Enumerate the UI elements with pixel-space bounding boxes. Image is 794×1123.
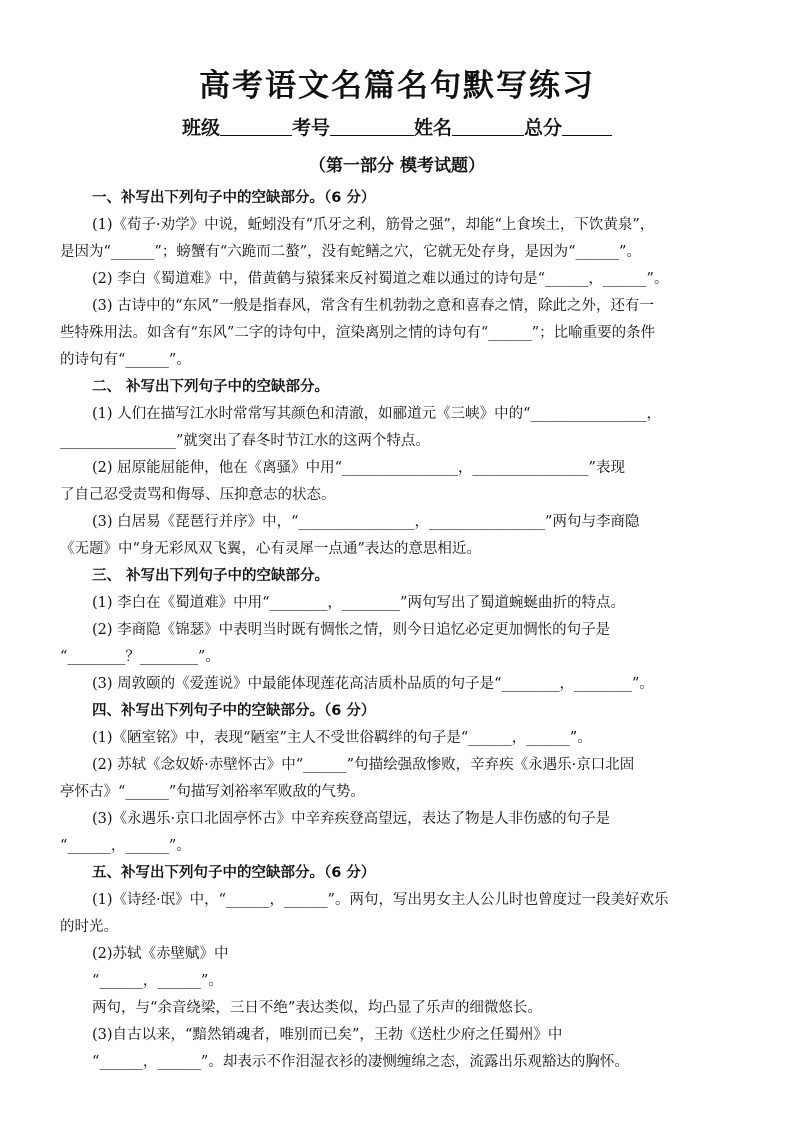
part-title: （第一部分 模考试题） [309, 156, 485, 176]
question-line: (1) 李白在《蜀道难》中用“________，________”两句写出了蜀道蜿蜒曲折的特点。 [92, 595, 625, 611]
question-line: (2) 李商隐《锦瑟》中表明当时既有惆怅之情，则今日追忆必定更加惆怅的句子是 [92, 622, 611, 638]
class-blank [220, 115, 292, 136]
question-line: (1)《荀子·劝学》中说，蚯蚓没有“爪牙之利，筋骨之强”，却能“上食埃土，下饮黄泉”， [92, 217, 655, 233]
question-line: (1) 人们在描写江水时常常写其颜色和清澈，如郦道元《三峡》中的“________________， [92, 406, 662, 422]
question-line: 些特殊用法。如含有“东风”二字的诗句中，渲染离别之情的诗句有“______”；比喻重要的条件 [60, 325, 656, 341]
question-line: 亭怀古》“______”句描写刘裕率军败敌的气势。 [60, 784, 365, 800]
question-line: (3) 古诗中的“东风”一般是指春风，常含有生机勃勃之意和喜春之情，除此之外，还有一 [92, 298, 654, 314]
score-blank [562, 115, 612, 136]
question-line: (2) 苏轼《念奴娇·赤壁怀古》中“______”句描绘强敌惨败，辛弃疾《永遇乐·京口北固 [92, 757, 635, 773]
question-line: 的时光。 [60, 919, 118, 935]
question-line: (3)自古以来，“黯然销魂者，唯别而已矣”，王勃《送杜少府之任蜀州》中 [92, 1027, 563, 1043]
question-line: 了自己忍受责骂和侮辱、压抑意志的状态。 [60, 487, 336, 503]
score-label: 总分 [524, 117, 563, 139]
section-heading: 二、 补写出下列句子中的空缺部分。 [92, 379, 330, 395]
question-line: (1)《诗经·氓》中，“______，______”。两句，写出男女主人公儿时也曾度过一段美好欢乐 [92, 892, 669, 908]
question-line: (2)苏轼《赤壁赋》中 [92, 946, 229, 962]
question-line: (1)《陋室铭》中，表现“陋室”主人不受世俗羁绊的句子是“______，______”。 [92, 730, 592, 746]
section-heading: 一、补写出下列句子中的空缺部分。（6 分） [92, 190, 376, 206]
question-line: 的诗句有“______”。 [60, 352, 191, 368]
question-line: 《无题》中“身无彩凤双飞翼，心有灵犀一点通”表达的意思相近。 [60, 541, 481, 557]
question-line: “________？________”。 [60, 649, 220, 665]
question-line: “______，______”。 [60, 838, 191, 854]
question-line: (2) 屈原能屈能伸，他在《离骚》中用“________________，________________”表现 [92, 460, 625, 476]
question-line: (2) 李白《蜀道难》中，借黄鹤与猿猱来反衬蜀道之难以通过的诗句是“______，______”。 [92, 271, 669, 287]
name-label: 姓名 [414, 117, 453, 139]
question-line: “______，______”。 [92, 973, 223, 989]
question-line: ________________”就突出了春冬时节江水的这两个特点。 [60, 433, 430, 449]
number-label: 考号 [291, 117, 330, 139]
name-blank [452, 115, 524, 136]
student-info-row [0, 113, 794, 140]
question-line: 是因为“______”；螃蟹有“六跪而二螯”，没有蛇鳝之穴，它就无处存身，是因为“______”。 [60, 244, 641, 260]
section-heading: 三、 补写出下列句子中的空缺部分。 [92, 568, 330, 584]
page-title: 高考语文名篇名句默写练习 [199, 68, 595, 104]
number-blank [330, 115, 414, 136]
question-line: (3)《永遇乐·京口北固亭怀古》中辛弃疾登高望远，表达了物是人非伤感的句子是 [92, 811, 611, 827]
question-line: (3) 白居易《琵琶行并序》中，“________________，________________”两句与李商隐 [92, 514, 640, 530]
section-heading: 四、补写出下列句子中的空缺部分。（6 分） [92, 703, 376, 719]
section-heading: 五、补写出下列句子中的空缺部分。（6 分） [92, 865, 376, 881]
question-line: (3) 周敦颐的《爱莲说》中最能体现莲花高洁质朴品质的句子是“________，________”。 [92, 676, 654, 692]
class-label: 班级 [181, 117, 220, 139]
question-line: “______，______”。却表示不作泪湿衣衫的凄恻缠绵之态，流露出乐观豁达的胸怀。 [92, 1054, 629, 1070]
question-line: 两句，与“余音绕梁，三日不绝”表达类似，均凸显了乐声的细微悠长。 [92, 1000, 542, 1016]
